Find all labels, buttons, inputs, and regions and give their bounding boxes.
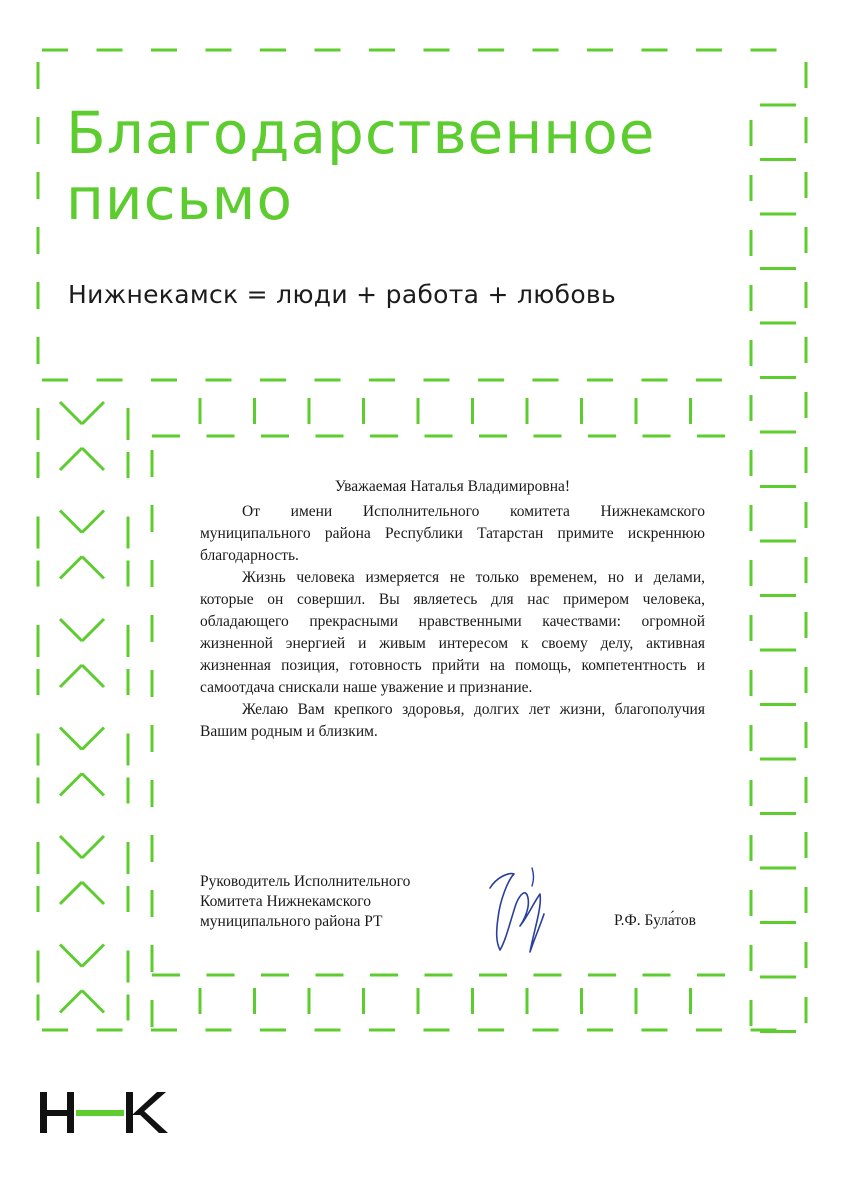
title-line-1: Благодарственное	[66, 99, 656, 167]
frame-x-stroke	[82, 728, 104, 750]
page-title	[66, 100, 655, 232]
signatory-position-line: муниципального района РТ	[200, 913, 383, 930]
frame-x-stroke	[60, 557, 82, 579]
frame-x-stroke	[60, 774, 82, 796]
frame-x-stroke	[82, 402, 104, 424]
title-line-2: письмо	[66, 165, 293, 233]
signatory-position-line: Комитета Нижнекамского	[200, 893, 371, 910]
letter-paragraph-3: Желаю Вам крепкого здоровья, долгих лет жизни, благополучия Вашим родным и близким.	[200, 701, 705, 740]
frame-x-stroke	[60, 402, 82, 424]
frame-x-stroke	[82, 619, 104, 641]
frame-x-stroke	[82, 836, 104, 858]
frame-x-stroke	[82, 448, 104, 470]
letter-body	[200, 476, 705, 743]
letter-paragraph-1: От имени Исполнительного комитета Нижнекамского муниципального района Республики Татарстан примите искреннюю благодарность.	[200, 503, 705, 564]
frame-x-stroke	[82, 511, 104, 533]
signatory-name: Р.Ф. Була́тов	[614, 912, 696, 929]
slogan: Нижнекамск = люди + работа + любовь	[68, 280, 616, 309]
frame-x-stroke	[60, 836, 82, 858]
signatory-position	[200, 872, 460, 932]
frame-x-stroke	[60, 665, 82, 687]
frame-x-stroke	[82, 774, 104, 796]
frame-x-stroke	[60, 728, 82, 750]
frame-x-stroke	[60, 991, 82, 1013]
frame-x-stroke	[60, 619, 82, 641]
handwritten-signature	[470, 860, 560, 960]
letter-paragraph-2: Жизнь человека измеряется не только временем, но и делами, которые он совершил. Вы являетесь для нас примером человека, обладающего прекрасными нравственными качествами: огромной жизненной энергией и живым интересом к своему делу, активная жизненная позиция, готовность прийти на помощь, компетентность и самоотдача снискали наше уважение и признание.	[200, 569, 705, 696]
frame-x-stroke	[60, 882, 82, 904]
frame-x-stroke	[82, 945, 104, 967]
frame-x-stroke	[82, 991, 104, 1013]
frame-x-stroke	[82, 882, 104, 904]
nk-logo-icon	[40, 1090, 175, 1136]
frame-x-stroke	[82, 665, 104, 687]
frame-x-stroke	[60, 448, 82, 470]
signatory-position-line: Руководитель Исполнительного	[200, 873, 411, 890]
salutation: Уважаемая Наталья Владимировна!	[334, 478, 571, 495]
frame-x-stroke	[82, 557, 104, 579]
frame-x-stroke	[60, 511, 82, 533]
frame-x-stroke	[60, 945, 82, 967]
